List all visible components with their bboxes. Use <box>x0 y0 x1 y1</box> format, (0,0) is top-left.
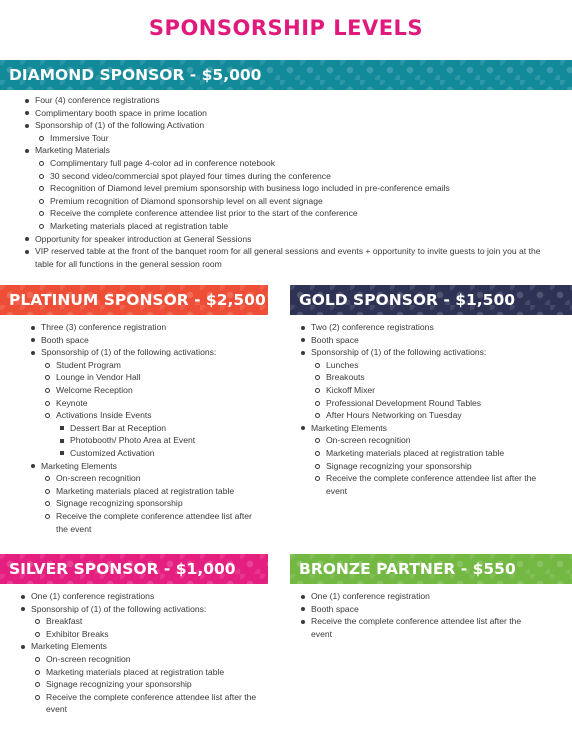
list-item: One (1) conference registrations <box>16 590 268 603</box>
sub-list-item: Breakfast <box>31 615 268 628</box>
sub-sub-list-item: Customized Activation <box>56 447 262 460</box>
diamond-activation-sublist <box>35 132 550 145</box>
list-item: Two (2) conference registrations <box>296 321 551 334</box>
gold-marketing-sublist <box>311 434 551 497</box>
sub-list-item: Recognition of Diamond level premium sponsorship with business logo included in pre-conference emails <box>35 182 550 195</box>
list-item: Receive the complete conference attendee list after the event <box>296 615 536 640</box>
sub-list-item: Premium recognition of Diamond sponsorship level on all event signage <box>35 195 550 208</box>
sub-list-item: Professional Development Round Tables <box>311 397 551 410</box>
silver-sponsor-banner: SILVER SPONSOR - $1,000 <box>0 554 268 584</box>
list-item: Sponsorship of (1) of the following activations: Student Program Lounge in Vendor Hall Welcome Reception Keynote Activations Inside Events Dessert Bar at Reception Photobooth/ Photo Area at Event Customized Activation <box>26 346 262 459</box>
sub-list-item: Signage recognizing sponsorship <box>41 497 262 510</box>
sub-list-item: Receive the complete conference attendee list after the event <box>31 691 268 716</box>
sub-list-item: Complimentary full page 4-color ad in conference notebook <box>35 157 550 170</box>
sub-list-item: Lunches <box>311 359 551 372</box>
sub-list-item: Keynote <box>41 397 262 410</box>
list-item: Sponsorship of (1) of the following activations: Breakfast Exhibitor Breaks <box>16 603 268 641</box>
sub-list-item: Lounge in Vendor Hall <box>41 371 262 384</box>
list-item: Marketing Elements On-screen recognition Marketing materials placed at registration table Signage recognizing sponsorship Receive the complete conference attendee list after the event <box>26 460 262 536</box>
sub-list-item: Receive the complete conference attendee list prior to the start of the conference <box>35 207 550 220</box>
gold-activation-sublist <box>311 359 551 422</box>
sub-list-item: Activations Inside Events Dessert Bar at Reception Photobooth/ Photo Area at Event Customized Activation <box>41 409 262 459</box>
list-item: Three (3) conference registration <box>26 321 262 334</box>
sub-list-item: Marketing materials placed at registration table <box>31 666 268 679</box>
list-item: Complimentary booth space in prime location <box>20 107 550 120</box>
platinum-activation-sublist <box>41 359 262 460</box>
list-item: Sponsorship of (1) of the following activations: Lunches Breakouts Kickoff Mixer Professional Development Round Tables After Hours Networking on Tuesday <box>296 346 551 422</box>
silver-marketing-sublist <box>31 653 268 716</box>
page-title: SPONSORSHIP LEVELS <box>148 16 424 40</box>
list-item: Booth space <box>26 334 262 347</box>
sub-list-item: Immersive Tour <box>35 132 550 145</box>
sub-list-item: On-screen recognition <box>311 434 551 447</box>
list-item: Sponsorship of (1) of the following Activation Immersive Tour <box>20 119 550 144</box>
silver-activation-sublist <box>31 615 268 640</box>
sub-list-item: On-screen recognition <box>31 653 268 666</box>
sub-sub-list-item: Photobooth/ Photo Area at Event <box>56 434 262 447</box>
sub-list-item: Kickoff Mixer <box>311 384 551 397</box>
sub-sub-list-item: Dessert Bar at Reception <box>56 422 262 435</box>
list-item: Booth space <box>296 334 551 347</box>
sub-list-item: Breakouts <box>311 371 551 384</box>
sub-list-item: On-screen recognition <box>41 472 262 485</box>
diamond-benefits-list <box>20 94 550 270</box>
sub-list-item: Student Program <box>41 359 262 372</box>
bronze-partner-banner: BRONZE PARTNER - $550 <box>290 554 572 584</box>
list-item: Booth space <box>296 603 536 616</box>
platinum-benefits-list <box>26 321 262 535</box>
sub-list-item: Marketing materials placed at registration table <box>41 485 262 498</box>
sub-list-item: 30 second video/commercial spot played four times during the conference <box>35 170 550 183</box>
sub-list-item: Welcome Reception <box>41 384 262 397</box>
list-item: VIP reserved table at the front of the banquet room for all general sessions and events + opportunity to invite guests to join you at the table for all functions in the general session room <box>20 245 550 270</box>
list-item: Marketing Elements On-screen recognition Marketing materials placed at registration table Signage recognizing your sponsorship Receive the complete conference attendee list after the event <box>16 640 268 716</box>
sub-list-item: Marketing materials placed at registration table <box>35 220 550 233</box>
list-item: Opportunity for speaker introduction at General Sessions <box>20 233 550 246</box>
list-item: Four (4) conference registrations <box>20 94 550 107</box>
silver-benefits-list <box>16 590 268 716</box>
diamond-marketing-sublist <box>35 157 550 233</box>
sub-list-item: Marketing materials placed at registration table <box>311 447 551 460</box>
sub-list-item: Signage recognizing your sponsorship <box>311 460 551 473</box>
sub-list-item: Exhibitor Breaks <box>31 628 268 641</box>
platinum-inside-events-sublist <box>56 422 262 460</box>
platinum-marketing-sublist <box>41 472 262 535</box>
sub-list-item: Receive the complete conference attendee list after the event <box>311 472 551 497</box>
gold-benefits-list <box>296 321 551 497</box>
list-item: Marketing Materials Complimentary full page 4-color ad in conference notebook 30 second video/commercial spot played four times during the conference Recognition of Diamond level premium sponsorship with business logo included in pre-conference emails Premium recognition of Diamond sponsorship level on all event signage Receive the complete conference attendee list prior to the start of the conference Marketing materials placed at registration table <box>20 144 550 232</box>
gold-sponsor-banner: GOLD SPONSOR - $1,500 <box>290 285 572 315</box>
sub-list-item: Signage recognizing your sponsorship <box>31 678 268 691</box>
diamond-sponsor-banner: DIAMOND SPONSOR - $5,000 <box>0 60 572 90</box>
bronze-benefits-list <box>296 590 536 640</box>
platinum-sponsor-banner: PLATINUM SPONSOR - $2,500 <box>0 285 268 315</box>
sub-list-item: Receive the complete conference attendee list after the event <box>41 510 262 535</box>
list-item: Marketing Elements On-screen recognition Marketing materials placed at registration table Signage recognizing your sponsorship Receive the complete conference attendee list after the event <box>296 422 551 498</box>
sub-list-item: After Hours Networking on Tuesday <box>311 409 551 422</box>
list-item: One (1) conference registration <box>296 590 536 603</box>
